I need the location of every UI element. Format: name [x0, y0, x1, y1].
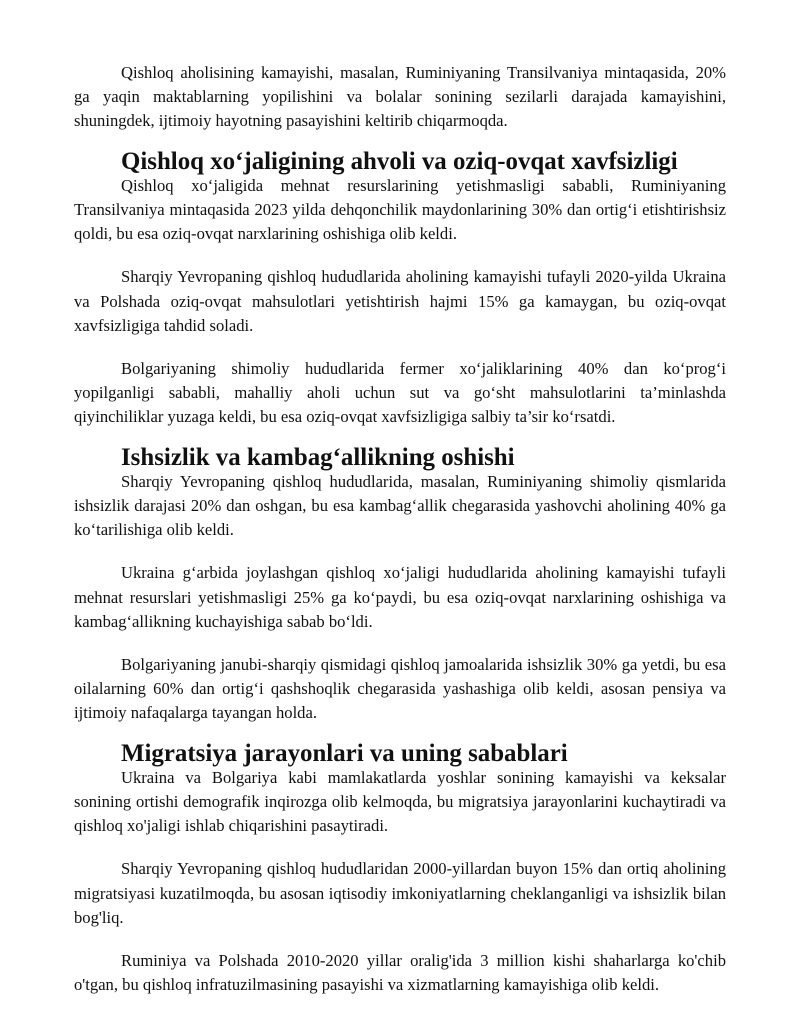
document-page — [74, 61, 726, 998]
intro-paragraph: Qishloq aholisining kamayishi, masalan, Ruminiyaning Transilvaniya mintaqasida, 20% ga yaqin maktablarning yopilishini va bolalar sonining sezilarli darajada kamayishini, shuningdek, ijtimoiy hayotning pasayishini keltirib chiqarmoqda. — [74, 63, 726, 131]
paragraph-unemployment-3: Bolgariyaning janubi-sharqiy qismidagi qishloq jamoalarida ishsizlik 30% ga yetdi, bu esa oilalarning 60% dan ortig‘i qashshoqlik chegarasida yashashiga olib keldi, asosan pensiya va ijtimoiy nafaqalarga tayangan holda. — [74, 655, 726, 723]
section-heading-migration: Migratsiya jarayonlari va uning sabablari — [121, 739, 568, 767]
paragraph-agriculture-3: Bolgariyaning shimoliy hududlarida fermer xo‘jaliklarining 40% dan ko‘prog‘i yopilganligi sababli, mahalliy aholi uchun sut va go‘sht mahsulotlarini ta’minlashda qiyinchiliklar yuzaga keldi, bu esa oziq-ovqat xavfsizligiga salbiy ta’sir ko‘rsatdi. — [74, 359, 726, 427]
paragraph-migration-2: Sharqiy Yevropaning qishloq hududlaridan 2000-yillardan buyon 15% dan ortiq aholining migratsiyasi kuzatilmoqda, bu asosan iqtisodiy imkoniyatlarning cheklanganligi va ishsizlik bilan bog'liq. — [74, 859, 726, 927]
section-heading-agriculture: Qishloq xo‘jaligining ahvoli va oziq-ovqat xavfsizligi — [121, 147, 678, 175]
paragraph-agriculture-1: Qishloq xo‘jaligida mehnat resurslarining yetishmasligi sababli, Ruminiyaning Transilvaniya mintaqasida 2023 yilda dehqonchilik maydonlarining 30% dan ortig‘i etishtirishsiz qoldi, bu esa oziq-ovqat narxlarining oshishiga olib keldi. — [74, 175, 726, 244]
section-heading-unemployment: Ishsizlik va kambag‘allikning oshishi — [121, 443, 515, 471]
paragraph-unemployment-1: Sharqiy Yevropaning qishloq hududlarida, masalan, Ruminiyaning shimoliy qismlarida ishsizlik darajasi 20% dan oshgan, bu esa kambag‘allik chegarasida yashovchi aholining 40% ga ko‘tarilishiga olib keldi. — [74, 471, 726, 540]
paragraph-unemployment-2: Ukraina g‘arbida joylashgan qishloq xo‘jaligi hududlarida aholining kamayishi tufayli mehnat resurslari yetishmasligi 25% ga ko‘paydi, bu esa oziq-ovqat narxlarining oshishiga va kambag‘allikning kuchayishiga sabab bo‘ldi. — [74, 563, 726, 631]
paragraph-migration-3: Ruminiya va Polshada 2010-2020 yillar oralig'ida 3 million kishi shaharlarga ko'chib o'tgan, bu qishloq infratuzilmasining pasayishi va xizmatlarning kamayishiga olib keldi. — [74, 951, 726, 995]
paragraph-migration-1: Ukraina va Bolgariya kabi mamlakatlarda yoshlar sonining kamayishi va keksalar sonining ortishi demografik inqirozga olib kelmoqda, bu migratsiya jarayonlarini kuchaytiradi va qishloq xo'jaligi ishlab chiqarishini pasaytiradi. — [74, 767, 726, 836]
paragraph-agriculture-2: Sharqiy Yevropaning qishloq hududlarida aholining kamayishi tufayli 2020-yilda Ukraina va Polshada oziq-ovqat mahsulotlari yetishtirish hajmi 15% ga kamaygan, bu oziq-ovqat xavfsizligiga tahdid soladi. — [74, 267, 726, 335]
